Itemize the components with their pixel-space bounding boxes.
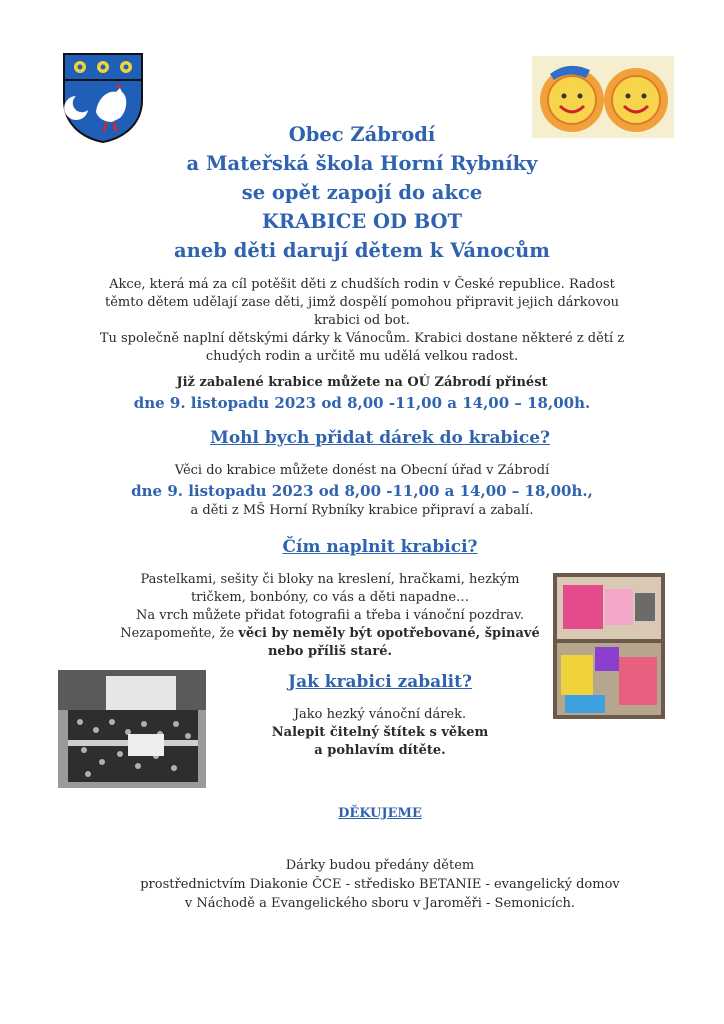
intro-line-3: krabici od bot. [314,313,410,328]
fill-line-4-start: Nezapomeňte, že [120,626,239,641]
fill-warning: věci by neměly být opotřebované, špinavé [238,626,540,641]
intro-line-1: Akce, která má za cíl potěšit děti z chudších rodin v České republice. Radost [109,277,615,292]
gift-date: dne 9. listopadu 2023 od 8,00 -11,00 a 14,00 – 18,00h., [131,482,593,500]
wrap-line-1: Jako hezký vánoční dárek. [293,707,467,722]
intro-line-2: těmto dětem udělají zase děti, jimž dospělí pomohou připravit jejich dárkovou [104,295,620,310]
page-title [0,120,724,265]
gift-box-photo [553,573,665,719]
title-line-4: KRABICE OD BOT [261,210,463,233]
footer-line-3: v Náchodě a Evangelického sboru v Jaroměři - Semonicích. [184,896,576,911]
gift-line-1: Věci do krabice můžete donést na Obecní úřad v Zábrodí [174,463,550,478]
footer-line-1: Dárky budou předány dětem [285,858,475,873]
gift-block [0,462,724,520]
footer-line-2: prostřednictvím Diakonie ČCE - středisko BETANIE - evangelický domov [140,877,620,892]
wrap-line-2: Nalepit čitelný štítek s věkem [271,725,489,740]
intro-line-5: chudých rodin a určitě mu udělá velkou radost. [205,349,519,364]
fill-line-1: Pastelkami, sešity či bloky na kreslení, hračkami, hezkým [140,572,520,587]
intro-line-4: Tu společně naplní dětskými dárky k Vánocům. Krabici dostane některé z dětí z [99,331,625,346]
wrapped-gift-photo [58,670,206,788]
fill-heading: Čím naplnit krabici? [282,537,478,557]
gift-heading: Mohl bych přidat dárek do krabice? [210,428,550,448]
wrap-heading: Jak krabici zabalit? [288,672,472,692]
wrap-block [200,706,560,760]
title-line-3: se opět zapojí do akce [241,181,483,204]
title-line-5: aneb děti darují dětem k Vánocům [174,239,550,262]
footer-block [80,856,680,913]
delivery-line-1: Již zabalené krabice můžete na OÚ Zábrodí přinést [176,375,548,390]
title-line-1: Obec Zábrodí [288,123,436,146]
thanks-text: DĚKUJEME [338,806,422,821]
intro-paragraph [80,276,644,366]
fill-line-4 [60,625,600,643]
fill-line-5: nebo příliš staré. [267,644,392,659]
fill-line-3: Na vrch můžete přidat fotografii a třeba i vánoční pozdrav. [136,608,524,623]
wrap-line-3: a pohlavím dítěte. [314,743,446,758]
title-line-2: a Mateřská škola Horní Rybníky [186,152,538,175]
fill-block [60,571,600,661]
gift-line-3: a děti z MŠ Horní Rybníky krabice připraví a zabalí. [190,503,534,518]
fill-line-2: tričkem, bonbóny, co vás a děti napadne… [190,590,470,605]
delivery-date: dne 9. listopadu 2023 od 8,00 -11,00 a 14,00 – 18,00h. [133,394,591,412]
delivery-block [0,374,724,414]
